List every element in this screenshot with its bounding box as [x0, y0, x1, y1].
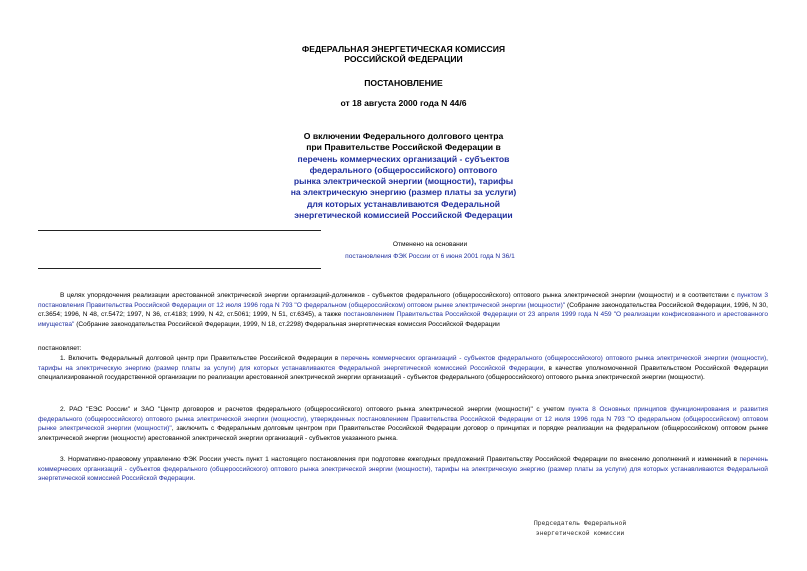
preamble-text: (Собрание законодательства Российской Федерации, 1999, N 18, ст.2298) Федеральная энергетическая комиссия Российской Федерации: [74, 321, 500, 329]
item-2-text: 2. РАО "ЕЭС России" и ЗАО "Центр договоров и расчетов федерального (общероссийского) оптового рынка электрической энергии (мощности)" с учетом: [60, 406, 569, 413]
item-3-text: .: [193, 475, 196, 483]
signature-block: [520, 519, 640, 538]
item-3-text: 3. Нормативно-правовому управлению ФЭК России учесть пункт 1 настоящего постановления при подготовке ежегодных предложений Правительству Российской Федерации по внесению дополнений и изменений в: [60, 456, 740, 463]
org-name-line2: РОССИЙСКОЙ ФЕДЕРАЦИИ: [344, 54, 463, 64]
item-2-paragraph: [38, 405, 768, 444]
title-link-line[interactable]: рынка электрической энергии (мощности), тарифы: [293, 176, 514, 187]
org-name: [0, 44, 807, 64]
preamble-text: В целях упорядочения реализации арестованной электрической энергии организаций-должников - субъектов федерального (общероссийского) оптового рынка электрической энергии (мощности) и в соответствии с: [60, 292, 738, 299]
cancellation-notice: [300, 239, 560, 263]
preamble-text: (Собрание законодательства Российской Федерации, 1996, N 30, ст.3654; 1996, N 48, ст.5472; 1997, N 36, ст.4183; 1999, N 42, ст.5061; 1999, N 51, ст.6345), а также: [38, 301, 768, 319]
title-link-line[interactable]: перечень коммерческих организаций - субъектов: [297, 153, 510, 164]
title-link-line[interactable]: для которых устанавливаются Федеральной: [306, 198, 501, 209]
divider-top: [38, 230, 321, 231]
item-1-link-list[interactable]: перечень коммерческих организаций - субъектов федерального (общероссийского) оптового рынка электрической энергии (мощности), тарифы на электрическую энергию (размер платы за услуги) для которых устанавливаются Федеральной энергетической комиссией Российской Федерации: [38, 355, 768, 372]
document-title: [0, 131, 807, 221]
item-1-paragraph: [38, 354, 768, 383]
signature-line: Председатель Федеральной: [533, 519, 627, 527]
org-name-line1: ФЕДЕРАЛЬНАЯ ЭНЕРГЕТИЧЕСКАЯ КОМИССИЯ: [301, 44, 506, 54]
item-2-link-principles[interactable]: пункта 8 Основных принципов функционирования и развития федерального (общероссийского) оптового рынка электрической энергии (мощности), утвержденных постановлением Правительства Российской Федерации от 12 июля 1996 года N 793 "О федеральном (общероссийском) оптовом рынке электрической энергии (мощности)": [38, 406, 768, 433]
preamble-link-decree-459[interactable]: постановлением Правительства Российской Федерации от 23 апреля 1999 года N 459 "О реализации конфискованного и арестованного имущества": [38, 311, 768, 329]
item-1-text: , в качестве уполномоченной Правительством Российской Федерации специализированной государственной организации по реализации арестованной электрической энергии организаций - субъектов федерального (общероссийского) оптового рынка электрической энергии (мощности).: [38, 364, 768, 382]
preamble-paragraph: [38, 291, 768, 330]
resolves-label: постановляет:: [38, 345, 82, 352]
item-3-paragraph: [38, 455, 768, 484]
title-link-line[interactable]: федерального (общероссийского) оптового: [309, 164, 498, 175]
document-type: ПОСТАНОВЛЕНИЕ: [364, 78, 443, 88]
item-2-text: , заключить с Федеральным долговым центром при Правительстве Российской Федерации договор о принципах и порядке реализации на федеральном (общероссийском) оптовом рынке электрической энергии (мощности) арестованной электрической энергии организаций - субъектов указанного рынка.: [38, 425, 768, 443]
title-link-line[interactable]: на электрическую энергию (размер платы за услуги): [290, 187, 517, 198]
item-3-link-list[interactable]: перечень коммерческих организаций - субъектов федерального (общероссийского) оптового рынка электрической энергии (мощности), тарифы на электрическую энергию (размер платы за услуги) для которых устанавливаются Федеральной энергетической комиссией Российской Федерации: [38, 456, 768, 483]
title-line: О включении Федерального долгового центра: [303, 131, 504, 141]
title-link-line[interactable]: энергетической комиссией Российской Федерации: [294, 210, 513, 221]
title-line: при Правительстве Российской Федерации в: [306, 142, 501, 153]
cancellation-text: Отменено на основании: [392, 241, 468, 248]
signature-line: энергетической комиссии: [535, 528, 625, 537]
document-date: от 18 августа 2000 года N 44/6: [340, 98, 467, 108]
item-1-text: 1. Включить Федеральный долговой центр при Правительстве Российской Федерации в: [60, 355, 342, 362]
divider-bottom: [38, 268, 321, 269]
preamble-link-decree-793[interactable]: пунктом 3 постановления Правительства Российской Федерации от 12 июля 1996 года N 793 "О федеральном (общероссийском) оптовом рынке электрической энергии (мощности)": [38, 292, 768, 309]
cancellation-link[interactable]: постановления ФЭК России от 6 июня 2001 года N 36/1: [345, 253, 515, 260]
